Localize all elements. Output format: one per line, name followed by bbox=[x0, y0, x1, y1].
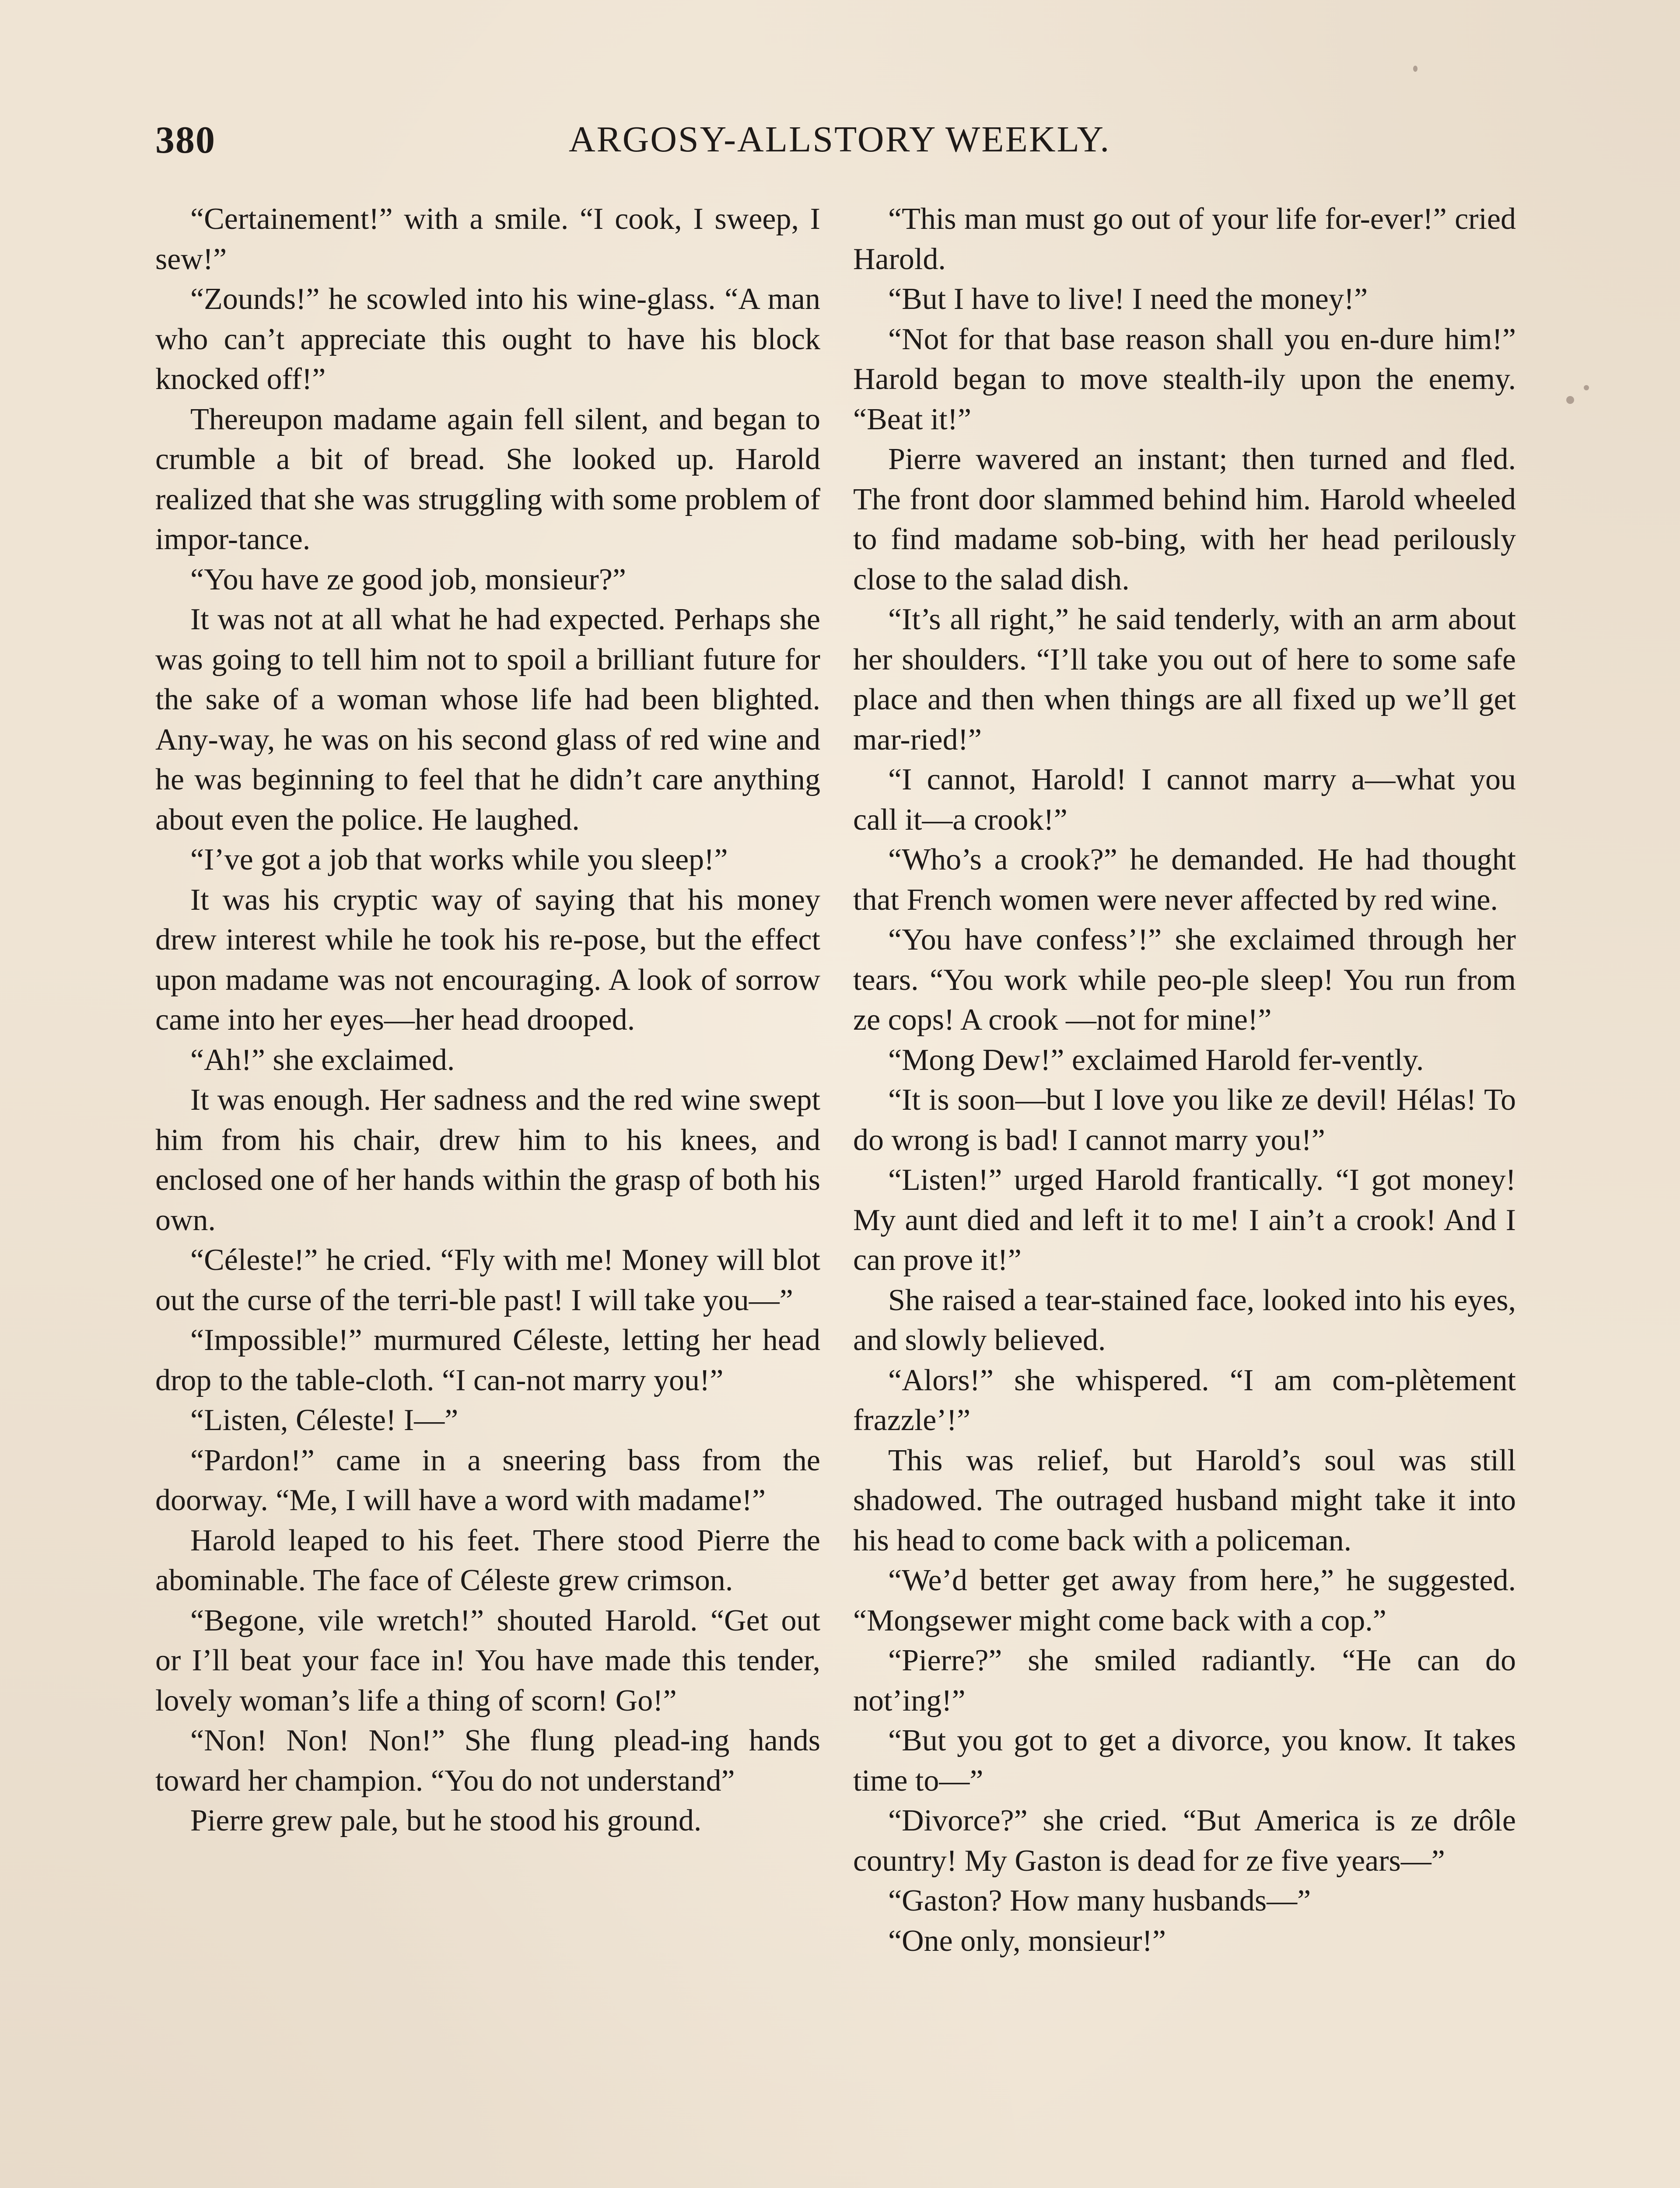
paragraph: “It’s all right,” he said tenderly, with an arm about her shoulders. “I’ll take you out of here to some safe place and then when things are all fixed up we’ll get mar-ried!” bbox=[853, 603, 1516, 757]
paragraph: “You have confess’!” she exclaimed through her tears. “You work while peo-ple sleep! You run from ze cops! A crook —not for mine!” bbox=[853, 923, 1516, 1037]
paragraph: “I’ve got a job that works while you sleep!” bbox=[190, 843, 728, 877]
paragraph: “Listen, Céleste! I—” bbox=[190, 1403, 458, 1437]
paragraph: Harold leaped to his feet. There stood Pierre the abominable. The face of Céleste grew crimson. bbox=[155, 1523, 820, 1597]
paragraph: “Céleste!” he cried. “Fly with me! Money will blot out the curse of the terri-ble past! I will take you—” bbox=[155, 1243, 820, 1317]
running-title: ARGOSY-ALLSTORY WEEKLY. bbox=[569, 119, 1111, 160]
paragraph: “Gaston? How many husbands—” bbox=[888, 1884, 1311, 1918]
paragraph: “Divorce?” she cried. “But America is ze drôle country! My Gaston is dead for ze five years—” bbox=[853, 1804, 1516, 1878]
paragraph: Pierre grew pale, but he stood his ground. bbox=[190, 1804, 702, 1837]
paragraph: Pierre wavered an instant; then turned and fled. The front door slammed behind him. Harold wheeled to find madame sob-bing, with her head perilously close to the salad dish. bbox=[853, 442, 1516, 596]
paragraph: “Not for that base reason shall you en-dure him!” Harold began to move stealth-ily upon the enemy. “Beat it!” bbox=[853, 322, 1516, 436]
paragraph: “We’d better get away from here,” he suggested. “Mongsewer might come back with a cop.” bbox=[853, 1564, 1516, 1637]
paragraph: It was his cryptic way of saying that his money drew interest while he took his re-pose, but the effect upon madame was not encouraging. A look of sorrow came into her eyes—her head drooped. bbox=[155, 883, 820, 1037]
paper-speck bbox=[1584, 385, 1589, 390]
paragraph: “Alors!” she whispered. “I am com-plètement frazzle’!” bbox=[853, 1363, 1516, 1437]
paragraph: “This man must go out of your life for-ever!” cried Harold. bbox=[853, 202, 1516, 276]
left-column bbox=[155, 199, 820, 1841]
paragraph: “Listen!” urged Harold frantically. “I got money! My aunt died and left it to me! I ain’t a crook! And I can prove it!” bbox=[853, 1163, 1516, 1277]
paragraph: “But I have to live! I need the money!” bbox=[888, 282, 1368, 316]
paragraph: It was not at all what he had expected. Perhaps she was going to tell him not to spoil a brilliant future for the sake of a woman whose life had been blighted. Any-way, he was on his second glass of red wine and he was beginning to feel that he didn’t care anything about even the police. He laughed. bbox=[155, 603, 820, 837]
paragraph: “But you got to get a divorce, you know. It takes time to—” bbox=[853, 1724, 1516, 1798]
paper-speck bbox=[1413, 66, 1418, 72]
paragraph: “Begone, vile wretch!” shouted Harold. “Get out or I’ll beat your face in! You have made this tender, lovely woman’s life a thing of scorn! Go!” bbox=[155, 1603, 820, 1718]
right-column bbox=[853, 199, 1516, 1961]
paper-speck bbox=[1566, 396, 1574, 404]
paragraph: This was relief, but Harold’s soul was still shadowed. The outraged husband might take it into his head to come back with a policeman. bbox=[853, 1443, 1516, 1557]
paragraph: “Zounds!” he scowled into his wine-glass. “A man who can’t appreciate this ought to have his block knocked off!” bbox=[155, 282, 820, 396]
paragraph: She raised a tear-stained face, looked into his eyes, and slowly believed. bbox=[853, 1283, 1516, 1357]
paragraph: “It is soon—but I love you like ze devil! Hélas! To do wrong is bad! I cannot marry you!” bbox=[853, 1083, 1516, 1157]
paragraph: Thereupon madame again fell silent, and began to crumble a bit of bread. She looked up. Harold realized that she was struggling with some problem of impor-tance. bbox=[155, 402, 820, 556]
paragraph: “Mong Dew!” exclaimed Harold fer-vently. bbox=[888, 1043, 1424, 1077]
page-header bbox=[155, 118, 1516, 175]
paragraph: “You have ze good job, monsieur?” bbox=[190, 562, 626, 596]
page-number: 380 bbox=[155, 119, 216, 161]
paragraph: “Pardon!” came in a sneering bass from the doorway. “Me, I will have a word with madame!” bbox=[155, 1443, 820, 1517]
paragraph: “Impossible!” murmured Céleste, letting her head drop to the table-cloth. “I can-not marry you!” bbox=[155, 1323, 820, 1397]
paragraph: “Pierre?” she smiled radiantly. “He can do not’ing!” bbox=[853, 1644, 1516, 1718]
paragraph: “Certainement!” with a smile. “I cook, I sweep, I sew!” bbox=[155, 202, 820, 276]
paragraph: “One only, monsieur!” bbox=[888, 1924, 1166, 1958]
paragraph: “Ah!” she exclaimed. bbox=[190, 1043, 455, 1077]
paragraph: It was enough. Her sadness and the red wine swept him from his chair, drew him to his knees, and enclosed one of her hands within the grasp of both his own. bbox=[155, 1083, 820, 1237]
paragraph: “Non! Non! Non!” She flung plead-ing hands toward her champion. “You do not understand” bbox=[155, 1724, 820, 1798]
paragraph: “Who’s a crook?” he demanded. He had thought that French women were never affected by red wine. bbox=[853, 843, 1516, 917]
paragraph: “I cannot, Harold! I cannot marry a—what you call it—a crook!” bbox=[853, 763, 1516, 837]
